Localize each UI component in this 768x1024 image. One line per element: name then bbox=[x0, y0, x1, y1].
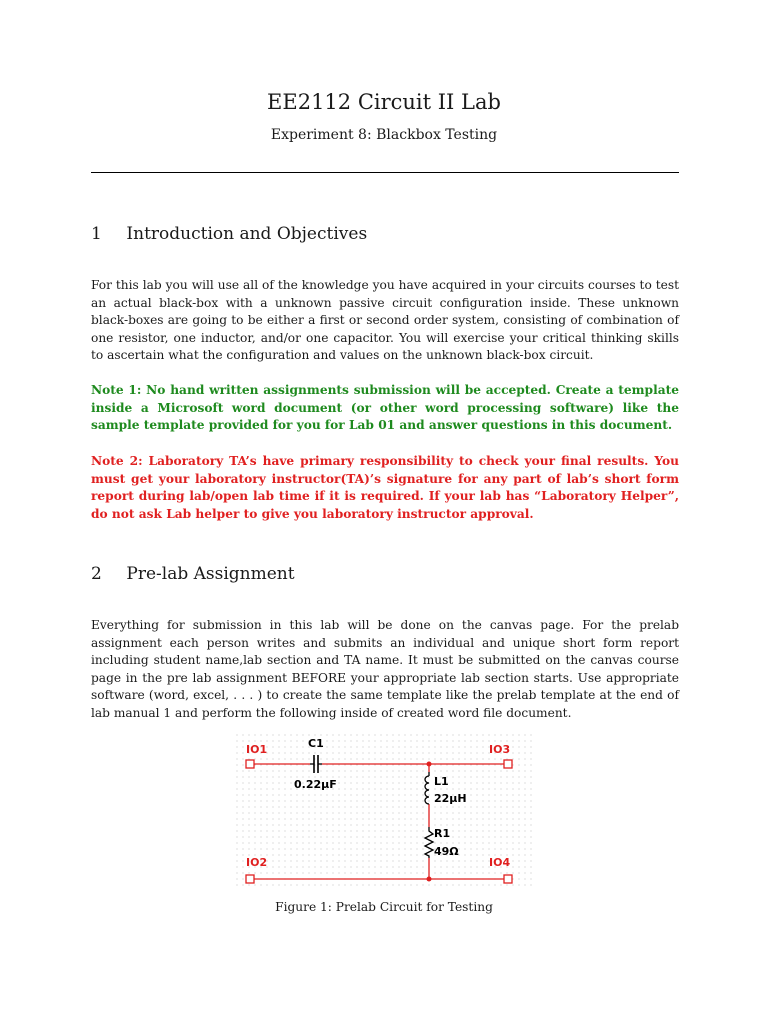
port-io2-terminal bbox=[246, 875, 254, 883]
port-io1-terminal bbox=[246, 760, 254, 768]
port-io3-terminal bbox=[504, 760, 512, 768]
prelab-paragraph: Everything for submission in this lab will be done on the canvas page. For the prelab assignment each person writes and submits an individual and unique short form report including student name,lab section and TA name. It must be submitted on the canvas course page in the pre lab assignment BEFORE your appropriate lab section starts. Use appropriate software (word, excel, . . . ) to create the same template like the prelab template at the end of lab manual 1 and perform the following inside of created word file document. bbox=[91, 618, 679, 720]
document-title: EE2112 Circuit II Lab bbox=[267, 90, 501, 114]
label-r1: R1 bbox=[434, 827, 451, 840]
label-r1-value: 49Ω bbox=[434, 845, 459, 858]
label-c1-value: 0.22µF bbox=[294, 778, 337, 791]
junction-top bbox=[427, 762, 432, 767]
label-io4: IO4 bbox=[489, 856, 511, 869]
label-l1-value: 22µH bbox=[434, 792, 467, 805]
label-l1: L1 bbox=[434, 775, 449, 788]
section-1-heading bbox=[91, 224, 367, 244]
junction-bottom bbox=[427, 877, 432, 882]
document-subtitle: Experiment 8: Blackbox Testing bbox=[270, 127, 498, 143]
section-2-number: 2 bbox=[91, 564, 102, 584]
label-io2: IO2 bbox=[246, 856, 268, 869]
label-io3: IO3 bbox=[489, 743, 511, 756]
note-2: Note 2: Laboratory TA’s have primary responsibility to check your final results. You must get your laboratory instructor(TA)’s signature for any part of lab’s short form report during lab/open lab time if it is required. If your lab has “Laboratory Helper”, do not ask Lab helper to give you laboratory instructor approval. bbox=[91, 454, 679, 521]
circuit-schematic bbox=[236, 734, 536, 889]
label-io1: IO1 bbox=[246, 743, 268, 756]
section-2-title: Pre-lab Assignment bbox=[126, 564, 295, 584]
section-1-title: Introduction and Objectives bbox=[126, 224, 368, 244]
figure-caption: Figure 1: Prelab Circuit for Testing bbox=[275, 900, 493, 914]
prelab-circuit-figure bbox=[236, 734, 536, 893]
title-divider bbox=[91, 172, 679, 173]
section-2-heading bbox=[91, 564, 295, 584]
label-c1: C1 bbox=[308, 737, 324, 750]
intro-paragraph: For this lab you will use all of the knowledge you have acquired in your circuits courses to test an actual black-box with a unknown passive circuit configuration inside. These unknown black-boxes are going to be either a first or second order system, consisting of combination of one resistor, one inductor, and/or one capacitor. You will exercise your critical thinking skills to ascertain what the configuration and values on the unknown black-box circuit. bbox=[91, 278, 679, 363]
port-io4-terminal bbox=[504, 875, 512, 883]
section-1-number: 1 bbox=[91, 224, 102, 244]
note-1: Note 1: No hand written assignments submission will be accepted. Create a template inside a Microsoft word document (or other word processing software) like the sample template provided for you for Lab 01 and answer questions in this document. bbox=[91, 383, 679, 433]
